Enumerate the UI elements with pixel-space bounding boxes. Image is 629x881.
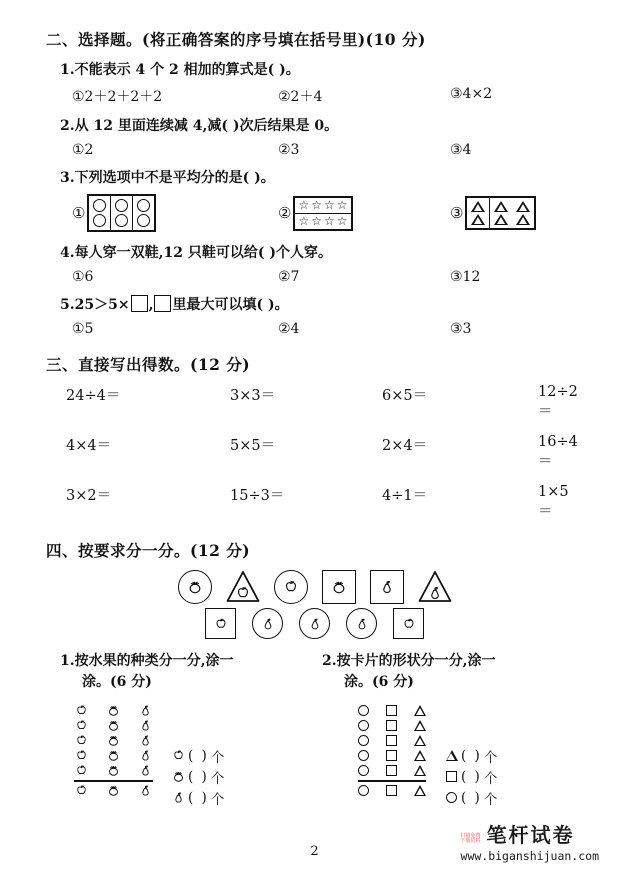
answer-blank[interactable]: ( )	[188, 789, 209, 806]
option-1[interactable]: ①5	[72, 321, 94, 337]
answer-blank[interactable]: ( )	[461, 789, 482, 806]
apple-icon	[74, 763, 89, 778]
pear-icon	[260, 616, 276, 632]
fruit-tally-columns	[74, 703, 153, 798]
tally-charts	[46, 703, 583, 808]
fruit-card[interactable]	[178, 570, 212, 604]
tally-row[interactable]	[358, 763, 426, 778]
tally-row[interactable]	[358, 733, 426, 748]
cell	[111, 196, 133, 230]
tomato-icon	[106, 748, 121, 763]
pear-icon	[138, 718, 153, 733]
section-three-heading: 三、直接写出得数。(12 分)	[46, 355, 251, 374]
circle-icon	[446, 792, 457, 803]
tally-row[interactable]	[358, 718, 426, 733]
expression[interactable]: 2×4＝	[382, 438, 428, 454]
tomato-icon	[330, 578, 348, 596]
tally-row[interactable]	[74, 733, 153, 748]
option-2[interactable]: ②7	[278, 269, 300, 285]
cell	[89, 196, 111, 230]
triangle-icon	[414, 720, 426, 731]
legend-icon	[169, 790, 188, 805]
square-icon	[386, 750, 397, 761]
fruit-answer-legend	[169, 703, 224, 808]
legend-icon	[442, 771, 461, 782]
apple-icon	[213, 616, 229, 632]
expression[interactable]: 5×5＝	[230, 438, 276, 454]
option-3[interactable]: ③4×2	[450, 86, 493, 102]
star-icon: ☆	[336, 213, 348, 228]
star-icon: ☆	[323, 213, 335, 228]
arithmetic-grid	[66, 384, 583, 521]
circle-frame	[178, 570, 212, 604]
star-icon: ☆	[311, 197, 322, 212]
legend-icon	[442, 792, 461, 803]
option-1[interactable]: ①2＋2＋2＋2	[72, 89, 163, 105]
triangle-icon	[471, 201, 485, 212]
tally-row[interactable]	[358, 783, 426, 798]
square-icon	[446, 771, 457, 782]
watermark	[461, 819, 599, 863]
expression[interactable]: 15÷3＝	[230, 488, 285, 504]
legend-row	[442, 766, 497, 787]
triangle-frame	[418, 570, 452, 604]
watermark-badge-line: 下载资料	[460, 838, 481, 845]
option-3[interactable]: ③3	[450, 321, 472, 337]
circle-icon	[93, 199, 106, 212]
circle-group-box	[87, 194, 156, 232]
square-frame	[370, 570, 404, 604]
apple-icon	[74, 703, 89, 718]
circle-icon	[358, 765, 369, 776]
circle-frame	[252, 608, 283, 639]
circle-frame	[346, 608, 377, 639]
fruit-cards-row-1	[46, 570, 583, 604]
triangle-icon	[446, 750, 458, 761]
apple-icon	[74, 748, 89, 763]
option-1[interactable]: ①6	[72, 269, 94, 285]
legend-unit: 个	[210, 770, 225, 787]
fruit-card[interactable]	[252, 608, 283, 639]
sub-question-1	[60, 651, 322, 693]
star-icon: ☆	[323, 197, 335, 212]
figure-option-3[interactable]	[450, 196, 536, 230]
apple-icon	[234, 584, 252, 602]
fruit-card[interactable]	[370, 570, 404, 604]
row	[295, 214, 350, 229]
expression[interactable]: 16÷4＝	[538, 434, 578, 470]
pear-icon	[171, 790, 186, 805]
expression[interactable]: 3×2＝	[66, 488, 112, 504]
square-frame	[205, 608, 236, 639]
fruit-card[interactable]	[299, 608, 330, 639]
circle-icon	[137, 214, 150, 227]
watermark-url: www.biganshijuan.com	[460, 849, 599, 863]
option-3[interactable]: ③12	[450, 269, 481, 285]
question-2-5-suffix: 里最大可以填( )。	[172, 297, 289, 313]
circle-icon	[115, 199, 128, 212]
legend-icon	[169, 748, 188, 763]
answer-blank[interactable]: ( )	[188, 747, 209, 764]
question-2-2-options	[72, 142, 583, 158]
expression[interactable]: 1×5＝	[538, 484, 569, 520]
tally-row[interactable]	[74, 748, 153, 763]
fruit-tally-chart	[74, 703, 342, 808]
apple-icon	[282, 578, 300, 596]
watermark-badge-line: 扫描免费	[460, 833, 481, 839]
page-number: 2	[310, 844, 319, 859]
tomato-icon	[106, 718, 121, 733]
question-2-5-mid: ,	[148, 297, 154, 313]
square-icon	[386, 785, 397, 796]
figure-label-1: ①	[72, 204, 86, 222]
question-2-5-options	[72, 321, 583, 337]
watermark-title: 笔杆试卷	[486, 823, 575, 847]
triangle-group-box	[465, 196, 536, 230]
tomato-icon	[106, 703, 121, 718]
pear-icon	[378, 578, 396, 596]
expression[interactable]: 24÷4＝	[66, 388, 121, 404]
expression[interactable]: 4×4＝	[66, 438, 112, 454]
fruit-cards-row-2	[46, 608, 583, 639]
tomato-icon	[186, 578, 204, 596]
expression[interactable]: 6×5＝	[382, 388, 428, 404]
cell	[467, 198, 490, 228]
tally-row[interactable]	[74, 783, 153, 798]
square-icon	[386, 705, 397, 716]
triangle-icon	[494, 214, 508, 225]
legend-row	[169, 787, 224, 808]
triangle-icon	[414, 765, 426, 776]
cell	[133, 196, 154, 230]
question-2-3-figures	[72, 194, 583, 232]
legend-unit: 个	[210, 791, 225, 808]
fruit-card[interactable]	[393, 608, 424, 639]
answer-box-icon[interactable]	[154, 295, 171, 312]
legend-unit: 个	[483, 770, 498, 787]
triangle-icon	[516, 214, 530, 225]
sub-question-2-line-2: 涂。(6 分)	[344, 674, 414, 690]
square-frame	[393, 608, 424, 639]
tally-row[interactable]	[358, 748, 426, 763]
legend-icon	[169, 769, 188, 784]
legend-unit: 个	[210, 749, 225, 766]
answer-blank[interactable]: ( )	[461, 747, 482, 764]
question-2-4-text: 4.每人穿一双鞋,12 只鞋可以给( )个人穿。	[60, 245, 332, 261]
triangle-icon	[414, 750, 426, 761]
circle-icon	[358, 735, 369, 746]
circle-icon	[93, 214, 106, 227]
star-icon: ☆	[298, 197, 310, 212]
legend-row	[169, 766, 224, 787]
circle-icon	[358, 785, 369, 796]
triangle-icon	[516, 201, 530, 212]
legend-row	[442, 787, 497, 808]
pear-icon	[307, 616, 323, 632]
tomato-icon	[106, 763, 121, 778]
circle-frame	[299, 608, 330, 639]
chart-baseline	[358, 780, 426, 782]
apple-icon	[401, 616, 417, 632]
cell	[490, 198, 534, 228]
option-2[interactable]: ②4	[278, 321, 300, 337]
star-icon: ☆	[298, 213, 310, 228]
expression[interactable]: 4÷1＝	[382, 488, 428, 504]
section-two-heading: 二、选择题。(将正确答案的序号填在括号里)(10 分)	[46, 30, 426, 49]
tomato-icon	[106, 733, 121, 748]
figure-label-3: ③	[450, 204, 464, 222]
watermark-badge	[461, 834, 485, 845]
sub-question-1-line-1: 1.按水果的种类分一分,涂一	[60, 653, 234, 669]
shape-tally-chart	[358, 703, 497, 808]
tally-row[interactable]	[74, 703, 153, 718]
answer-blank[interactable]: ( )	[461, 768, 482, 785]
pear-icon	[354, 616, 370, 632]
sub-question-1-line-2: 涂。(6 分)	[82, 674, 152, 690]
circle-icon	[137, 199, 150, 212]
question-2-5-text	[60, 294, 583, 314]
fruit-card[interactable]	[205, 608, 236, 639]
square-icon	[386, 765, 397, 776]
triangle-icon	[414, 705, 426, 716]
answer-box-icon[interactable]	[131, 295, 148, 312]
circle-icon	[115, 214, 128, 227]
apple-icon	[171, 748, 186, 763]
tally-row[interactable]	[358, 703, 426, 718]
pear-icon	[138, 783, 153, 798]
sub-question-2	[322, 651, 496, 693]
question-2-1-text: 1.不能表示 4 个 2 相加的算式是( )。	[60, 62, 300, 78]
question-2-1-options	[72, 86, 583, 106]
tomato-icon	[171, 769, 186, 784]
apple-icon	[74, 733, 89, 748]
fruit-card[interactable]	[322, 570, 356, 604]
pear-icon	[138, 733, 153, 748]
question-2-5-prefix: 5.25＞5×	[60, 297, 130, 313]
pear-icon	[426, 584, 444, 602]
apple-icon	[74, 718, 89, 733]
expression[interactable]: 12÷2＝	[538, 384, 578, 420]
row	[295, 198, 350, 214]
triangle-icon	[471, 214, 485, 225]
star-group-box	[293, 196, 352, 231]
figure-label-2: ②	[278, 204, 292, 222]
option-2[interactable]: ②2＋4	[278, 89, 323, 105]
option-1[interactable]: ①2	[72, 142, 94, 158]
legend-row	[169, 745, 224, 766]
triangle-icon	[414, 735, 426, 746]
section-four-heading: 四、按要求分一分。(12 分)	[46, 541, 251, 560]
triangle-icon	[414, 785, 426, 796]
triangle-frame	[226, 570, 260, 604]
question-2-2-text: 2.从 12 里面连续减 4,减( )次后结果是 0。	[60, 118, 339, 134]
figure-option-1[interactable]	[72, 194, 278, 232]
question-2-3-text: 3.下列选项中不是平均分的是( )。	[60, 170, 275, 186]
tally-row[interactable]	[74, 763, 153, 778]
option-2[interactable]: ②3	[278, 142, 300, 158]
question-2-4-options	[72, 269, 583, 285]
apple-icon	[74, 783, 89, 798]
pear-icon	[138, 703, 153, 718]
pear-icon	[138, 748, 153, 763]
option-3[interactable]: ③4	[450, 142, 472, 158]
fruit-card[interactable]	[274, 570, 308, 604]
square-icon	[386, 720, 397, 731]
sub-question-2-line-1: 2.按卡片的形状分一分,涂一	[322, 653, 496, 669]
circle-icon	[358, 705, 369, 716]
fruit-card[interactable]	[226, 570, 260, 604]
fruit-card[interactable]	[346, 608, 377, 639]
expression[interactable]: 3×3＝	[230, 388, 276, 404]
star-icon: ☆	[311, 213, 322, 228]
triangle-icon	[494, 201, 508, 212]
shape-answer-legend	[442, 703, 497, 808]
shape-tally-columns	[358, 703, 426, 798]
tally-row[interactable]	[74, 718, 153, 733]
legend-unit: 个	[483, 749, 498, 766]
circle-icon	[358, 720, 369, 731]
legend-icon	[442, 750, 461, 761]
circle-icon	[358, 750, 369, 761]
legend-row	[442, 745, 497, 766]
pear-icon	[138, 763, 153, 778]
square-icon	[386, 735, 397, 746]
figure-option-2[interactable]	[278, 196, 450, 231]
fruit-card[interactable]	[418, 570, 452, 604]
legend-unit: 个	[483, 791, 498, 808]
sub-questions	[60, 651, 583, 693]
star-icon: ☆	[336, 197, 348, 212]
square-frame	[322, 570, 356, 604]
chart-baseline	[74, 780, 153, 782]
tomato-icon	[106, 783, 121, 798]
circle-frame	[274, 570, 308, 604]
answer-blank[interactable]: ( )	[188, 768, 209, 785]
